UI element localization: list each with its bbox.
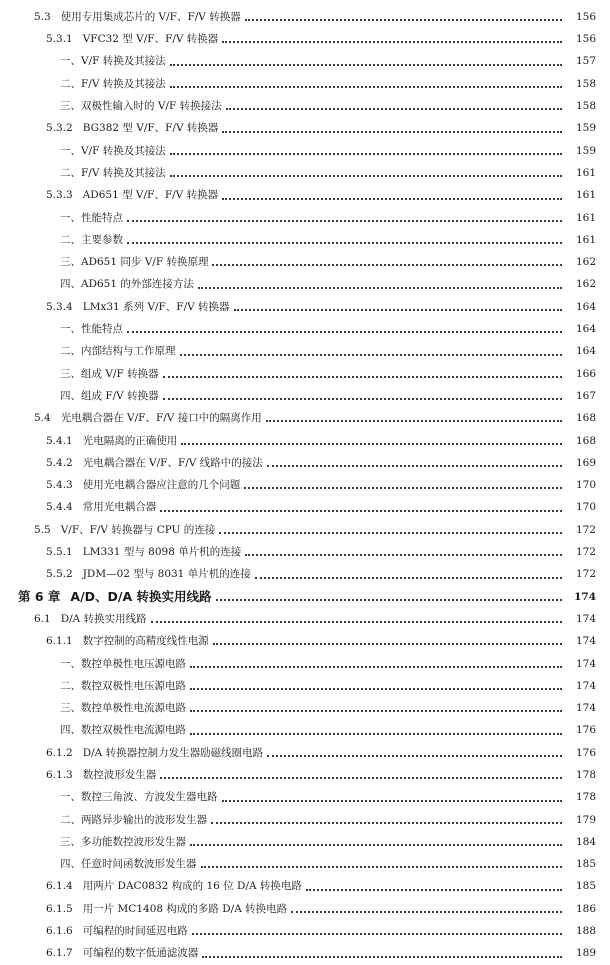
toc-entry — [0, 786, 610, 808]
toc-entry-text — [46, 479, 566, 491]
dot-leader — [163, 388, 562, 400]
toc-entry-page: 185 — [575, 880, 596, 893]
toc-entry-page: 157 — [575, 55, 596, 68]
toc-entry-number: 5.3 — [34, 10, 51, 23]
toc-entry — [0, 697, 610, 719]
toc-entry-title: 三、组成 V/F 转换器 — [60, 367, 159, 380]
toc-entry — [0, 318, 610, 340]
toc-entry-page: 162 — [575, 256, 596, 269]
toc-entry — [0, 340, 610, 362]
toc-entry-text — [60, 836, 566, 848]
toc-entry-number: 第 6 章 — [18, 588, 61, 604]
toc-entry-text — [46, 190, 566, 202]
toc-entry-text — [60, 725, 566, 737]
toc-entry-text — [46, 435, 566, 447]
toc-entry-title: 三、多功能数控波形发生器 — [60, 835, 186, 848]
toc-entry — [0, 675, 610, 697]
dot-leader — [267, 455, 562, 467]
toc-entry-text — [60, 56, 566, 68]
dot-leader — [180, 344, 563, 356]
toc-entry-text — [60, 702, 566, 714]
toc-entry-page: 164 — [575, 345, 596, 358]
toc-entry-number: 5.3.1 — [46, 33, 73, 46]
toc-entry — [0, 430, 610, 452]
toc-entry — [0, 296, 610, 318]
toc-entry-title: VFC32 型 V/F、F/V 转换器 — [82, 33, 219, 46]
toc-entry — [0, 6, 610, 28]
toc-entry-text — [46, 948, 566, 960]
toc-entry-number: 5.3.4 — [46, 300, 73, 313]
toc-entry-page: 167 — [575, 389, 596, 402]
dot-leader — [255, 567, 562, 579]
toc-entry — [0, 586, 610, 608]
toc-entry-text — [46, 123, 566, 135]
toc-entry — [0, 608, 610, 630]
toc-entry-page: 170 — [575, 479, 596, 492]
toc-entry — [0, 407, 610, 429]
dot-leader — [170, 54, 562, 66]
toc-entry-title: 使用专用集成芯片的 V/F、F/V 转换器 — [60, 10, 241, 23]
toc-entry-text — [60, 145, 566, 157]
toc-entry-title: 二、F/V 转换及其接法 — [60, 77, 166, 90]
toc-entry — [0, 809, 610, 831]
dot-leader — [170, 165, 562, 177]
toc-entry-title: 一、数控单极性电压源电路 — [60, 657, 186, 670]
toc-entry-title: 光电隔离的正确使用 — [82, 434, 178, 447]
toc-entry — [0, 117, 610, 139]
toc-entry — [0, 630, 610, 652]
toc-entry — [0, 95, 610, 117]
dot-leader — [127, 232, 562, 244]
toc-entry-page: 172 — [575, 568, 596, 581]
dot-leader — [222, 790, 563, 802]
toc-entry-page: 178 — [575, 768, 596, 781]
toc-entry-title: 数控波形发生器 — [82, 768, 157, 781]
toc-entry-page: 184 — [575, 835, 596, 848]
toc-entry — [0, 474, 610, 496]
toc-entry — [0, 162, 610, 184]
toc-entry-text — [46, 33, 566, 45]
toc-entry-number: 5.4.4 — [46, 501, 73, 514]
toc-entry-text — [60, 78, 566, 90]
toc-entry-title: 一、数控三角波、方波发生器电路 — [60, 791, 218, 804]
toc-entry-page: 166 — [575, 367, 596, 380]
toc-entry-title: 二、F/V 转换及其接法 — [60, 166, 166, 179]
toc-entry-number: 5.4.3 — [46, 479, 73, 492]
dot-leader — [219, 522, 562, 534]
toc-entry — [0, 541, 610, 563]
toc-entry-title: D/A 转换器控制力发生器励磁线圈电路 — [82, 746, 264, 759]
toc-entry-number: 5.4.2 — [46, 456, 73, 469]
toc-entry-number: 6.1.7 — [46, 947, 73, 960]
toc-entry-number: 6.1.2 — [46, 746, 73, 759]
toc-entry-text — [60, 814, 566, 826]
dot-leader — [190, 700, 562, 712]
toc-entry — [0, 497, 610, 519]
toc-entry-text — [46, 569, 566, 581]
toc-entry-title: D/A 转换实用线路 — [60, 612, 147, 625]
toc-entry-text — [46, 881, 566, 893]
toc-entry-text — [46, 925, 566, 937]
toc-entry — [0, 764, 610, 786]
toc-entry-number: 5.5 — [34, 523, 51, 536]
toc-entry-text — [60, 279, 566, 291]
toc-entry-text — [34, 412, 566, 424]
toc-entry-title: 常用光电耦合器 — [82, 501, 157, 514]
toc-entry-text — [46, 502, 566, 514]
toc-entry-text — [46, 903, 566, 915]
toc-entry-number: 6.1.1 — [46, 635, 73, 648]
toc-entry-text — [60, 858, 566, 870]
dot-leader — [222, 31, 562, 43]
toc-entry-page: 174 — [575, 702, 596, 715]
toc-entry-title: 四、数控双极性电流源电路 — [60, 724, 186, 737]
toc-entry-page: 161 — [575, 233, 596, 246]
dot-leader — [151, 611, 562, 623]
toc-entry-page: 164 — [575, 300, 596, 313]
toc-entry-text — [46, 546, 566, 558]
toc-entry-text — [60, 792, 566, 804]
toc-entry-title: 一、性能特点 — [60, 323, 123, 336]
dot-leader — [216, 589, 563, 601]
toc-entry-title: AD651 型 V/F、F/V 转换器 — [82, 189, 219, 202]
toc-entry — [0, 898, 610, 920]
toc-entry-text — [60, 346, 566, 358]
toc-entry-text — [60, 212, 566, 224]
toc-entry — [0, 831, 610, 853]
dot-leader — [291, 901, 562, 913]
toc-entry-title: 数字控制的高精度线性电源 — [82, 635, 209, 648]
toc-entry-page: 174 — [575, 635, 596, 648]
toc-entry — [0, 563, 610, 585]
toc-entry-page: 172 — [575, 546, 596, 559]
toc-entry-page: 174 — [575, 679, 596, 692]
toc-entry-text — [46, 301, 566, 313]
dot-leader — [170, 143, 562, 155]
toc-entry-text — [46, 635, 566, 647]
toc-entry-title: 三、数控单极性电流源电路 — [60, 702, 186, 715]
toc-entry — [0, 742, 610, 764]
toc-entry — [0, 452, 610, 474]
toc-entry-title: 用一片 MC1408 构成的多路 D/A 转换电路 — [82, 902, 288, 915]
toc-entry — [0, 274, 610, 296]
toc-entry — [0, 251, 610, 273]
toc-entry-page: 168 — [575, 412, 596, 425]
toc-entry-page: 178 — [575, 791, 596, 804]
toc-entry-text — [60, 167, 566, 179]
dot-leader — [190, 656, 562, 668]
toc-entry-page: 158 — [575, 77, 596, 90]
toc-entry-text — [60, 390, 566, 402]
toc-entry-title: JDM—02 型与 8031 单片机的连接 — [82, 568, 251, 581]
toc-entry-page: 172 — [575, 523, 596, 536]
toc-entry — [0, 853, 610, 875]
toc-entry-title: 四、组成 F/V 转换器 — [60, 389, 159, 402]
toc-entry — [0, 920, 610, 942]
dot-leader — [190, 834, 562, 846]
toc-entry-title: LM331 型与 8098 单片机的连接 — [82, 546, 242, 559]
dot-leader — [170, 76, 562, 88]
toc-entry-text — [60, 680, 566, 692]
dot-leader — [245, 9, 562, 21]
toc-entry-text — [18, 588, 566, 604]
toc-entry — [0, 720, 610, 742]
toc-entry-title: 一、V/F 转换及其接法 — [60, 55, 166, 68]
dot-leader — [222, 121, 562, 133]
dot-leader — [222, 188, 562, 200]
dot-leader — [192, 923, 562, 935]
dot-leader — [198, 277, 562, 289]
toc-entry-page: 161 — [575, 211, 596, 224]
toc-entry-title: 光电耦合器在 V/F、F/V 线路中的接法 — [82, 456, 263, 469]
toc-entry-page: 174 — [575, 657, 596, 670]
toc-entry — [0, 229, 610, 251]
dot-leader — [160, 500, 562, 512]
dot-leader — [244, 477, 562, 489]
toc-entry-page: 162 — [575, 278, 596, 291]
toc-entry-page: 179 — [575, 813, 596, 826]
toc-entry — [0, 519, 610, 541]
toc-entry-text — [46, 769, 566, 781]
dot-leader — [245, 544, 562, 556]
toc-entry-number: 5.4 — [34, 412, 51, 425]
toc-entry-title: 可编程的时间延迟电路 — [82, 925, 188, 938]
toc-entry-text — [34, 11, 566, 23]
toc-entry-page: 156 — [575, 33, 596, 46]
toc-entry-text — [34, 524, 566, 536]
dot-leader — [201, 856, 563, 868]
dot-leader — [267, 745, 562, 757]
toc-entry-page: 174 — [574, 590, 596, 603]
toc-entry-page: 161 — [575, 166, 596, 179]
toc-entry-number: 5.4.1 — [46, 434, 73, 447]
toc-entry-page: 169 — [575, 456, 596, 469]
toc-entry — [0, 653, 610, 675]
toc-entry-title: 三、AD651 同步 V/F 转换原理 — [60, 256, 209, 269]
toc-entry-page: 188 — [575, 925, 596, 938]
toc-entry-title: 一、V/F 转换及其接法 — [60, 144, 166, 157]
toc-entry-page: 189 — [575, 947, 596, 960]
toc-entry-page: 159 — [575, 144, 596, 157]
dot-leader — [181, 433, 562, 445]
toc-entry-number: 5.3.2 — [46, 122, 73, 135]
dot-leader — [127, 210, 562, 222]
toc-entry-title: 一、性能特点 — [60, 211, 123, 224]
toc-entry-number: 6.1 — [34, 612, 51, 625]
dot-leader — [234, 299, 562, 311]
toc-entry-title: 用两片 DAC0832 构成的 16 位 D/A 转换电路 — [82, 880, 302, 893]
toc-entry-title: 使用光电耦合器应注意的几个问题 — [82, 479, 241, 492]
dot-leader — [160, 767, 562, 779]
dot-leader — [266, 410, 562, 422]
dot-leader — [202, 946, 562, 958]
toc-entry-text — [60, 368, 566, 380]
toc-entry — [0, 942, 610, 964]
toc-entry-number: 6.1.5 — [46, 902, 73, 915]
toc-entry-page: 174 — [575, 612, 596, 625]
toc-entry-page: 176 — [575, 746, 596, 759]
toc-entry-page: 158 — [575, 100, 596, 113]
toc-entry-text — [60, 234, 566, 246]
toc-entry — [0, 73, 610, 95]
toc-entry-title: 二、主要参数 — [60, 233, 123, 246]
toc-entry — [0, 876, 610, 898]
toc-entry-title: BG382 型 V/F、F/V 转换器 — [82, 122, 219, 135]
toc-entry-page: 170 — [575, 501, 596, 514]
dot-leader — [306, 879, 562, 891]
toc-entry-page: 164 — [575, 323, 596, 336]
toc-entry-page: 176 — [575, 724, 596, 737]
toc-entry-title: 二、内部结构与工作原理 — [60, 345, 176, 358]
toc-entry-page: 159 — [575, 122, 596, 135]
toc-entry-number: 6.1.4 — [46, 880, 73, 893]
toc-entry-title: A/D、D/A 转换实用线路 — [70, 588, 212, 604]
dot-leader — [211, 812, 562, 824]
toc-entry-text — [60, 658, 566, 670]
toc-entry-page: 168 — [575, 434, 596, 447]
toc-entry-number: 6.1.3 — [46, 768, 73, 781]
toc-entry-page: 185 — [575, 858, 596, 871]
toc-entry-text — [60, 323, 566, 335]
toc-entry — [0, 385, 610, 407]
toc-entry-page: 161 — [575, 189, 596, 202]
toc-entry-text — [46, 457, 566, 469]
toc-entry-number: 5.3.3 — [46, 189, 73, 202]
toc-entry-text — [34, 613, 566, 625]
dot-leader — [190, 723, 562, 735]
toc-entry-title: 三、双极性输入时的 V/F 转换接法 — [60, 100, 222, 113]
toc-entry-title: V/F、F/V 转换器与 CPU 的连接 — [60, 523, 216, 536]
toc-entry-number: 5.5.1 — [46, 546, 73, 559]
toc-entry-title: 二、数控双极性电压源电路 — [60, 679, 186, 692]
toc-entry-title: 光电耦合器在 V/F、F/V 接口中的隔离作用 — [60, 412, 262, 425]
toc-entry — [0, 140, 610, 162]
toc-entry-title: 四、AD651 的外部连接方法 — [60, 278, 194, 291]
toc-entry — [0, 28, 610, 50]
dot-leader — [213, 633, 562, 645]
toc-entry-title: 可编程的数字低通滤波器 — [82, 947, 199, 960]
dot-leader — [226, 98, 562, 110]
dot-leader — [127, 321, 562, 333]
toc-entry-text — [46, 747, 566, 759]
toc-entry — [0, 363, 610, 385]
toc-entry-text — [60, 256, 566, 268]
toc-entry-title: 二、两路异步输出的波形发生器 — [60, 813, 207, 826]
toc-entry-number: 5.5.2 — [46, 568, 73, 581]
toc-entry-text — [60, 100, 566, 112]
table-of-contents — [0, 6, 610, 965]
dot-leader — [190, 678, 562, 690]
dot-leader — [212, 254, 562, 266]
toc-entry — [0, 51, 610, 73]
toc-entry-page: 156 — [575, 10, 596, 23]
toc-entry-title: 四、任意时间函数波形发生器 — [60, 858, 197, 871]
toc-entry-title: LMx31 系列 V/F、F/V 转换器 — [82, 300, 230, 313]
toc-entry-page: 186 — [575, 902, 596, 915]
toc-entry — [0, 207, 610, 229]
dot-leader — [163, 366, 562, 378]
toc-entry-number: 6.1.6 — [46, 925, 73, 938]
toc-entry — [0, 184, 610, 206]
